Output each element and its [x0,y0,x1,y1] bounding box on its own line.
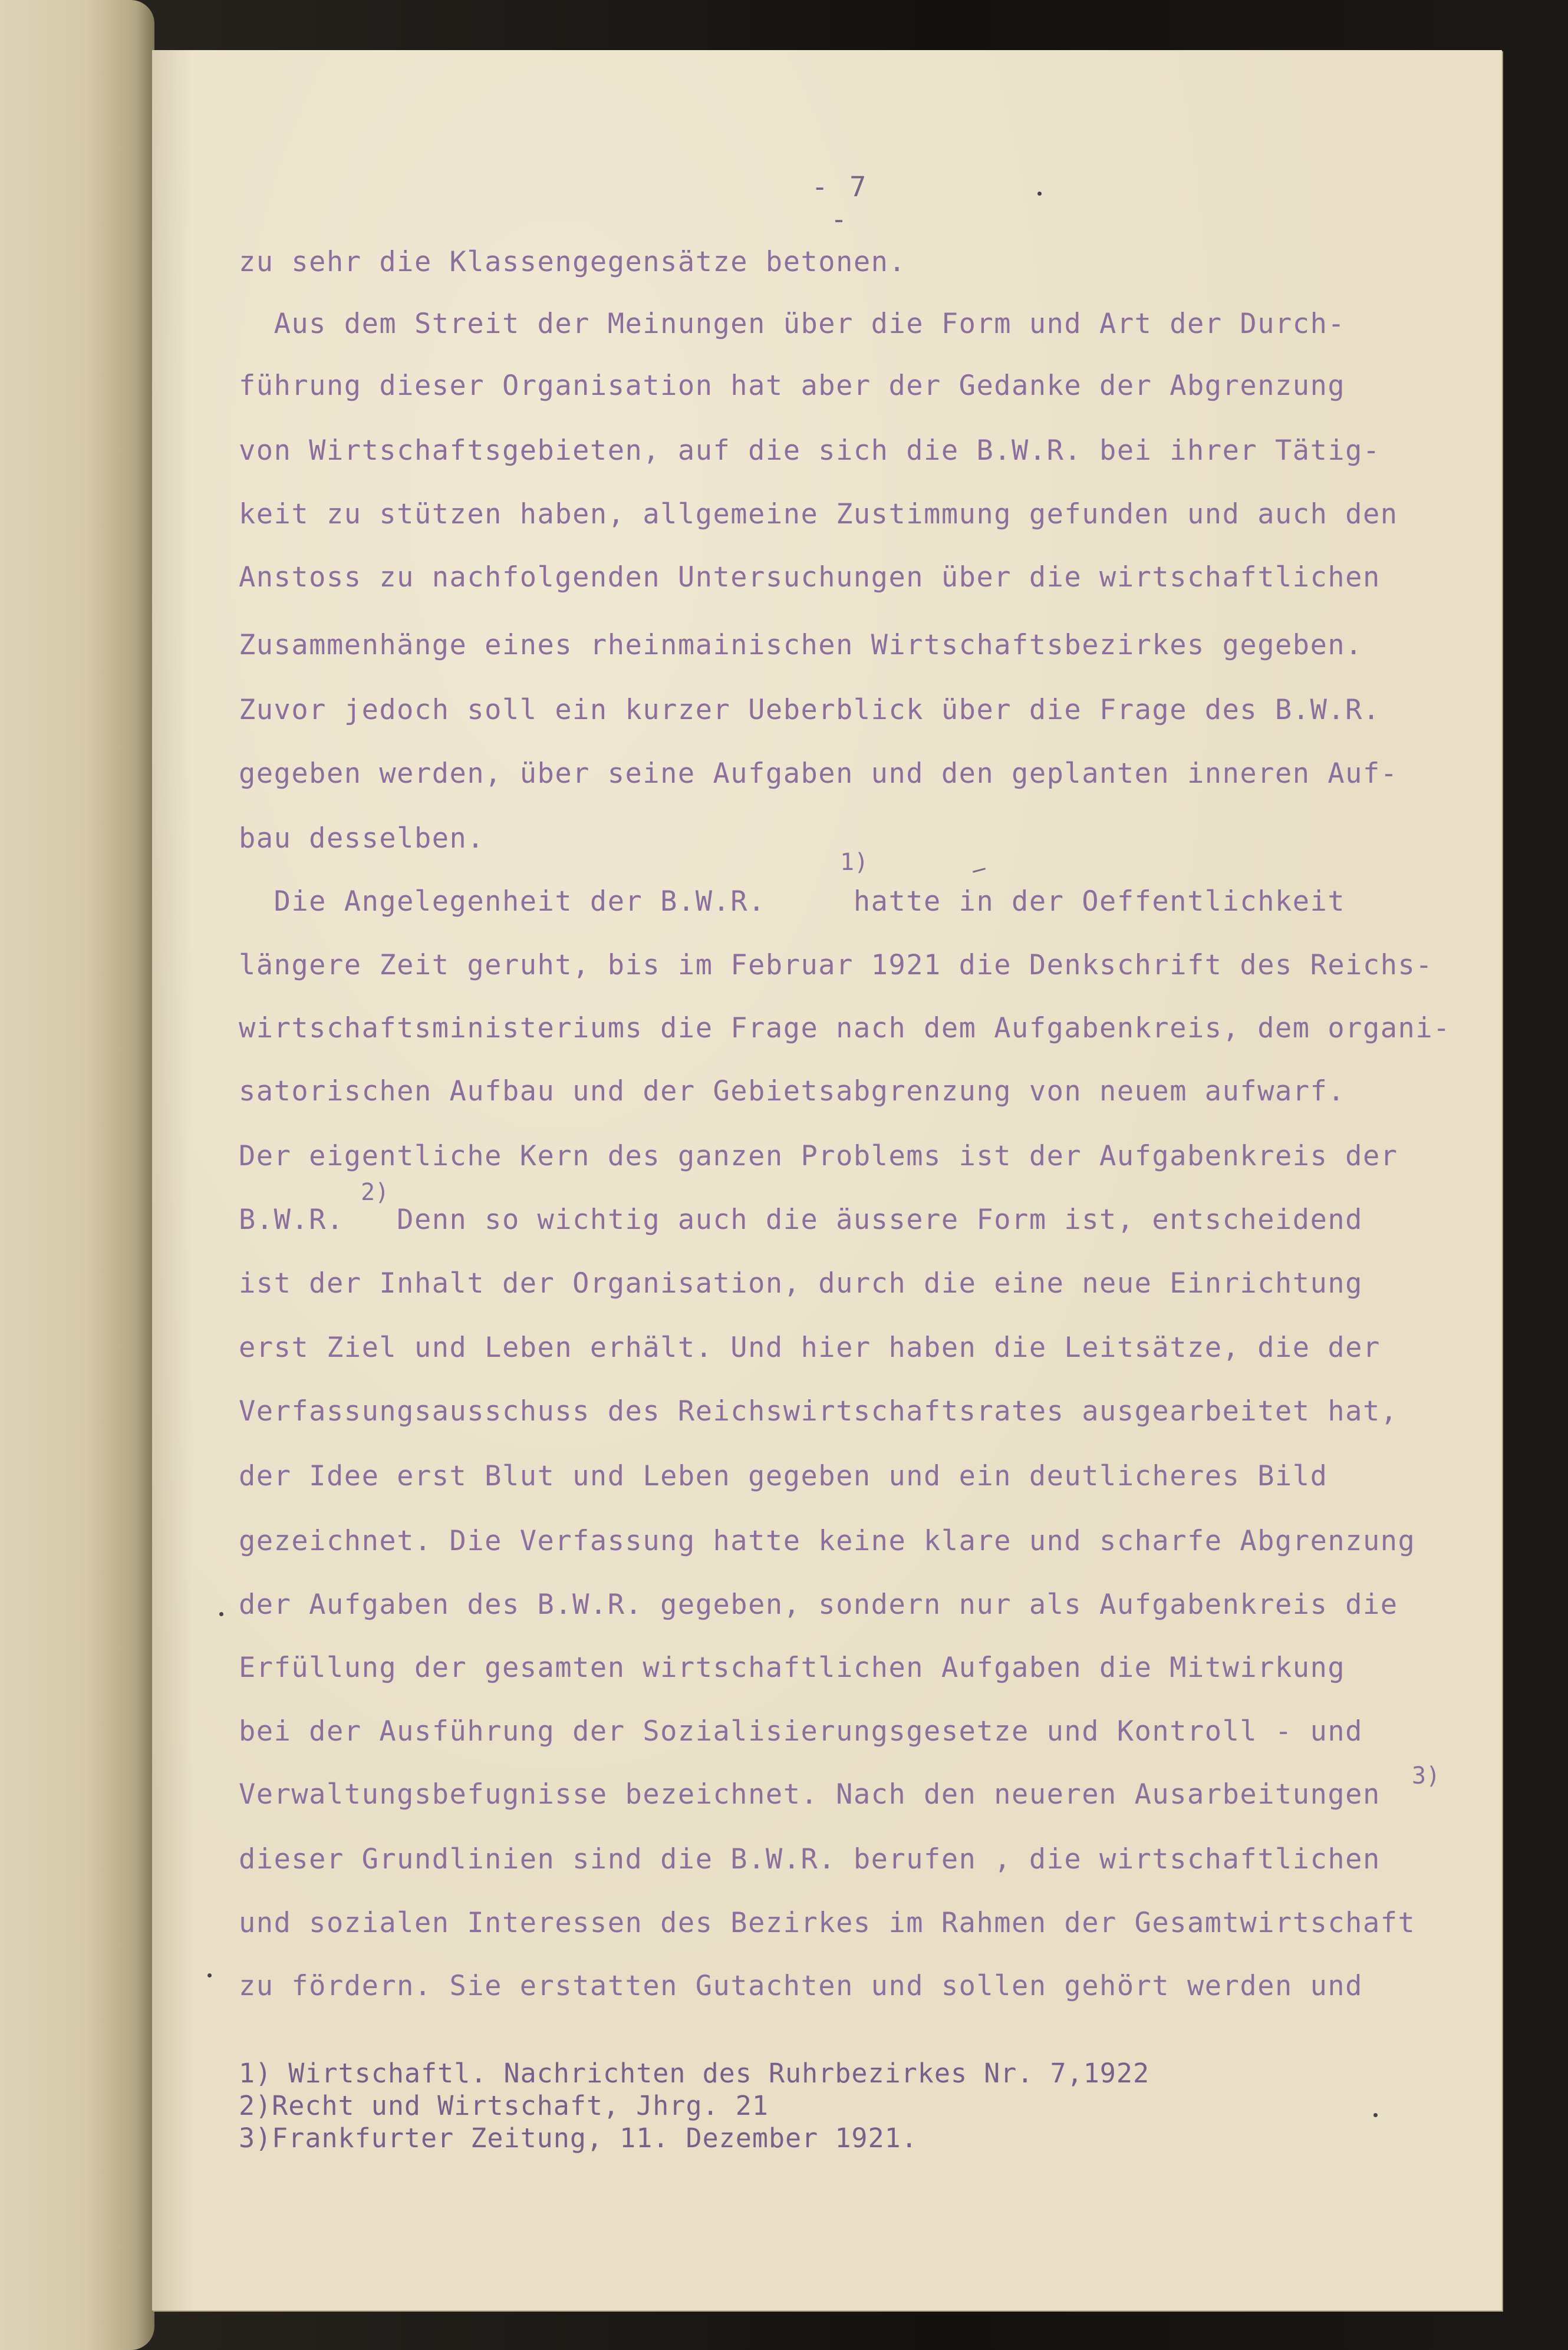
text-line: Zusammenhänge eines rheinmainischen Wirtschaftsbezirkes gegeben. [239,629,1363,661]
text-line: der Aufgaben des B.W.R. gegeben, sondern nur als Aufgabenkreis die [239,1588,1398,1621]
text-line: Verwaltungsbefugnisse bezeichnet. Nach den neueren Ausarbeitungen [239,1778,1381,1811]
ink-speck [207,1973,212,1977]
text-line: Verfassungsausschuss des Reichswirtschaftsrates ausgearbeitet hat, [239,1395,1398,1428]
footnote-ref-3: 3) [1412,1762,1441,1789]
text-line: erst Ziel und Leben erhält. Und hier haben die Leitsätze, die der [239,1331,1381,1364]
text-line: satorischen Aufbau und der Gebietsabgrenzung von neuem aufwarf. [239,1075,1346,1108]
text-line: Erfüllung der gesamten wirtschaftlichen Aufgaben die Mitwirkung [239,1652,1346,1684]
text-line: ist der Inhalt der Organisation, durch die eine neue Einrichtung [239,1267,1363,1300]
footnote: 1) Wirtschaftl. Nachrichten des Ruhrbezirkes Nr. 7,1922 [239,2058,1150,2089]
text-line: gezeichnet. Die Verfassung hatte keine klare und scharfe Abgrenzung [239,1525,1416,1557]
text-line: führung dieser Organisation hat aber der Gedanke der Abgrenzung [239,370,1346,402]
text-line: Zuvor jedoch soll ein kurzer Ueberblick über die Frage des B.W.R. [239,694,1381,726]
text-line: längere Zeit geruht, bis im Februar 1921 die Denkschrift des Reichs- [239,949,1434,981]
text-line: bei der Ausführung der Sozialisierungsgesetze und Kontroll - und [239,1715,1363,1748]
footnote: 3)Frankfurter Zeitung, 11. Dezember 1921. [239,2122,918,2154]
text-line: gegeben werden, über seine Aufgaben und den geplanten inneren Auf- [239,757,1398,790]
text-line: und sozialen Interessen des Bezirkes im Rahmen der Gesamtwirtschaft [239,1907,1416,1939]
text-line: dieser Grundlinien sind die B.W.R. berufen , die wirtschaftlichen [239,1843,1381,1876]
ink-speck [1373,2113,1378,2117]
text-line: der Idee erst Blut und Leben gegeben und ein deutlicheres Bild [239,1460,1328,1492]
text-line: zu fördern. Sie erstatten Gutachten und sollen gehört werden und [239,1970,1363,2002]
text-line: Die Angelegenheit der B.W.R. hatte in der Oeffentlichkeit [239,885,1346,918]
text-line: Aus dem Streit der Meinungen über die Form und Art der Durch- [239,308,1346,340]
footnote-ref-2: 2) [361,1179,390,1206]
text-line: zu sehr die Klassengegensätze betonen. [239,246,907,278]
text-line: wirtschaftsministeriums die Frage nach dem Aufgabenkreis, dem organi- [239,1012,1451,1044]
text-line: B.W.R. Denn so wichtig auch die äussere Form ist, entscheidend [239,1204,1363,1236]
ink-speck [219,1612,223,1616]
text-line: keit zu stützen haben, allgemeine Zustimmung gefunden und auch den [239,498,1398,530]
text-line: Der eigentliche Kern des ganzen Problems ist der Aufgabenkreis der [239,1140,1398,1172]
text-line: Anstoss zu nachfolgenden Untersuchungen über die wirtschaftlichen [239,561,1381,594]
ink-speck [1037,192,1042,196]
left-page-edge [0,0,154,2350]
footnote-ref-1: 1) [840,849,869,876]
text-line: von Wirtschaftsgebieten, auf die sich die B.W.R. bei ihrer Tätig- [239,434,1381,467]
footnote: 2)Recht und Wirtschaft, Jhrg. 21 [239,2090,769,2121]
text-line: bau desselben. [239,822,485,855]
page-number: - 7 - [811,171,869,236]
